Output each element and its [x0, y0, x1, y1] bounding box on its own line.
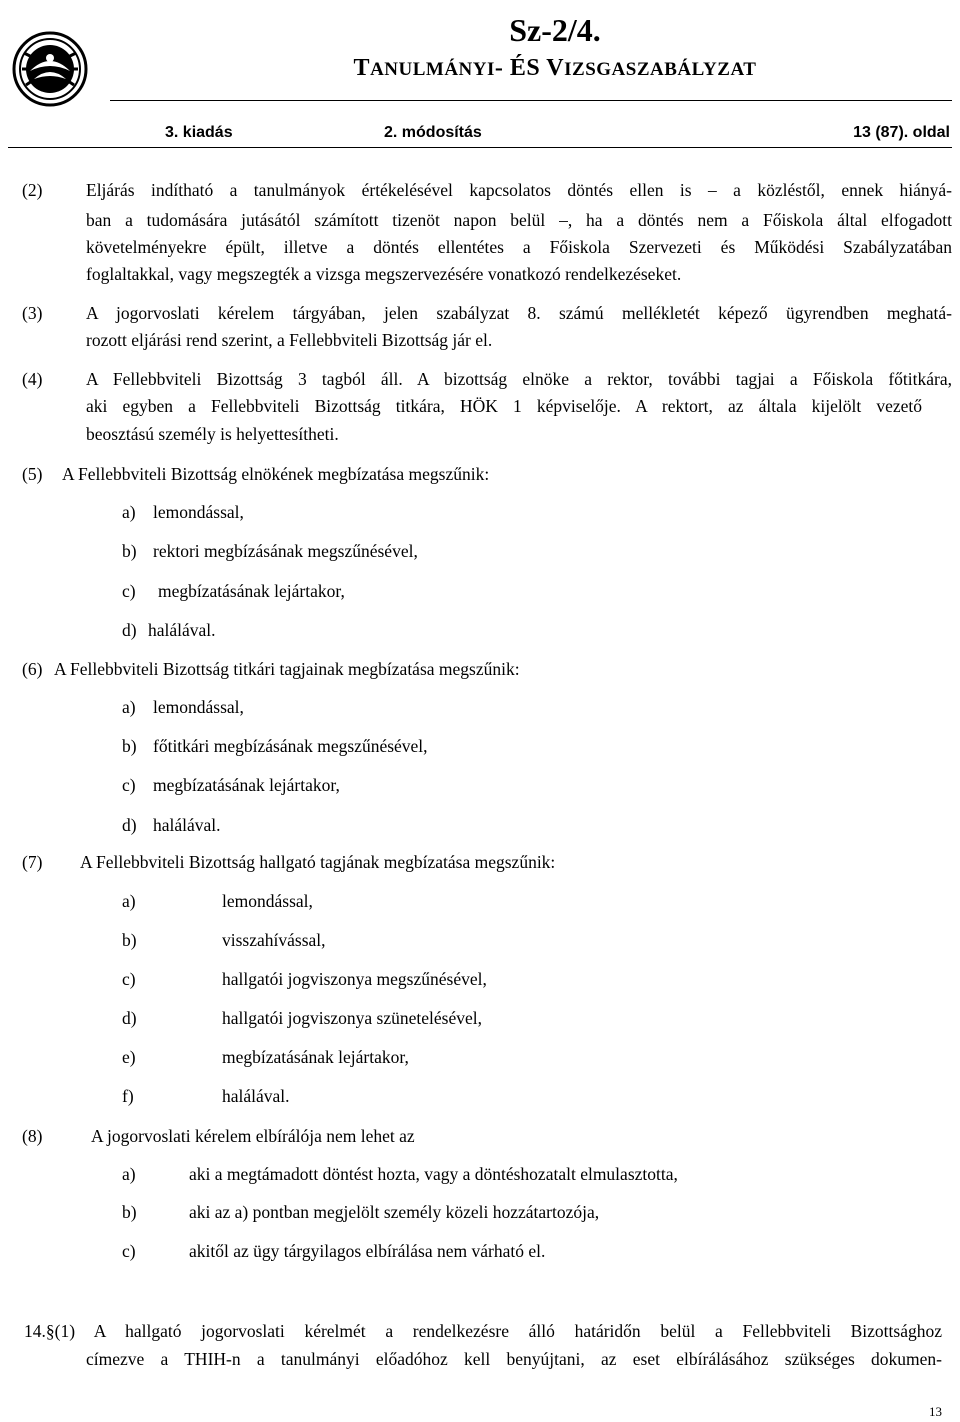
list-label: c) — [122, 775, 136, 795]
paragraph-line: rozott eljárási rend szerint, a Fellebbviteli Bizottság jár el. — [86, 330, 493, 350]
list-item: visszahívással, — [222, 930, 326, 950]
page-reference: 13 (87). oldal — [853, 124, 950, 141]
title-initial: T — [353, 55, 371, 81]
paragraph-number: (8) — [22, 1126, 43, 1146]
paragraph-line: Eljárás indítható a tanulmányok értékelésével kapcsolatos döntés ellen is – a közléstől, ennek hiányá- — [86, 180, 952, 200]
paragraph-line: A jogorvoslati kérelem tárgyában, jelen szabályzat 8. számú mellékletét képező ügyrendben meghatá- — [86, 303, 952, 323]
list-item: akitől az ügy tárgyilagos elbírálása nem várható el. — [189, 1241, 546, 1261]
paragraph-number: (4) — [22, 369, 43, 389]
list-item: megbízatásának lejártakor, — [222, 1047, 409, 1067]
list-item: halálával. — [153, 815, 221, 835]
list-label: a) — [122, 697, 136, 717]
list-label: a) — [122, 502, 136, 522]
paragraph-line: ban a tudomására jutásától számított tizenöt napon belül –, ha a döntés nem a Főiskola által elfogadott — [86, 210, 952, 230]
list-item: lemondással, — [153, 697, 244, 717]
document-title — [0, 55, 960, 82]
list-label: b) — [122, 736, 137, 756]
modification-label: 2. módosítás — [384, 124, 482, 141]
list-item: rektori megbízásának megszűnésével, — [153, 541, 418, 561]
list-item: halálával. — [222, 1086, 290, 1106]
page-number: 13 — [929, 1404, 942, 1419]
list-label: d) — [122, 1008, 137, 1028]
list-label: a) — [122, 891, 136, 911]
paragraph-number: (7) — [22, 852, 43, 872]
list-label: f) — [122, 1086, 134, 1106]
header-rule — [8, 147, 952, 148]
paragraph-text: A jogorvoslati kérelem elbírálója nem lehet az — [91, 1126, 415, 1146]
title-part: ANULMÁNYI — [370, 59, 495, 80]
list-label: c) — [122, 581, 136, 601]
list-item: aki az a) pontban megjelölt személy közeli hozzátartozója, — [189, 1202, 600, 1222]
paragraph-number: (6) — [22, 659, 43, 679]
paragraph-line: beosztású személy is helyettesítheti. — [86, 424, 339, 444]
section-line: címezve a THIH-n a tanulmányi előadóhoz kell benyújtani, az eset elbírálásához szükséges dokumen- — [86, 1349, 942, 1369]
list-item: aki a megtámadott döntést hozta, vagy a döntéshozatalt elmulasztotta, — [189, 1164, 678, 1184]
list-label: b) — [122, 541, 137, 561]
list-label: a) — [122, 1164, 136, 1184]
header-top-rule — [110, 100, 952, 101]
list-label: d) — [122, 620, 137, 640]
list-item: főtitkári megbízásának megszűnésével, — [153, 736, 428, 756]
document-code: Sz-2/4. — [509, 12, 601, 48]
paragraph-text: A Fellebbviteli Bizottság titkári tagjainak megbízatása megszűnik: — [54, 659, 520, 679]
paragraph-text: A Fellebbviteli Bizottság hallgató tagjának megbízatása megszűnik: — [80, 852, 556, 872]
list-item: halálával. — [148, 620, 216, 640]
list-item: megbízatásának lejártakor, — [153, 775, 340, 795]
paragraph-line: aki egyben a Fellebbviteli Bizottság titkára, HÖK 1 képviselője. A rektort, az általa kijelölt vezető — [86, 396, 922, 416]
paragraph-number: (2) — [22, 180, 43, 200]
paragraph-line: foglaltakkal, vagy megszegték a vizsga megszervezésére vonatkozó rendelkezéseket. — [86, 264, 682, 284]
title-initial: - ÉS V — [494, 55, 565, 81]
list-label: b) — [122, 930, 137, 950]
list-item: hallgatói jogviszonya szünetelésével, — [222, 1008, 482, 1028]
list-item: lemondással, — [222, 891, 313, 911]
list-label: d) — [122, 815, 137, 835]
list-label: e) — [122, 1047, 136, 1067]
list-item: hallgatói jogviszonya megszűnésével, — [222, 969, 487, 989]
list-label: c) — [122, 1241, 136, 1261]
paragraph-number: (3) — [22, 303, 43, 323]
title-part: IZSGASZABÁLYZAT — [564, 59, 757, 80]
list-label: b) — [122, 1202, 137, 1222]
list-item: megbízatásának lejártakor, — [158, 581, 345, 601]
list-item: lemondással, — [153, 502, 244, 522]
section-line: 14.§(1) A hallgató jogorvoslati kérelmét a rendelkezésre álló határidőn belül a Fellebbviteli Bizottsághoz — [24, 1321, 942, 1341]
paragraph-text: A Fellebbviteli Bizottság elnökének megbízatása megszűnik: — [62, 464, 490, 484]
edition-label: 3. kiadás — [165, 124, 233, 141]
list-label: c) — [122, 969, 136, 989]
paragraph-line: követelményekre épült, illetve a döntés ellentétes a Főiskola Szervezeti és Működési Szabályzatában — [86, 237, 952, 257]
paragraph-number: (5) — [22, 464, 43, 484]
paragraph-line: A Fellebbviteli Bizottság 3 tagból áll. A bizottság elnöke a rektor, további tagjai a Főiskola főtitkára, — [86, 369, 952, 389]
